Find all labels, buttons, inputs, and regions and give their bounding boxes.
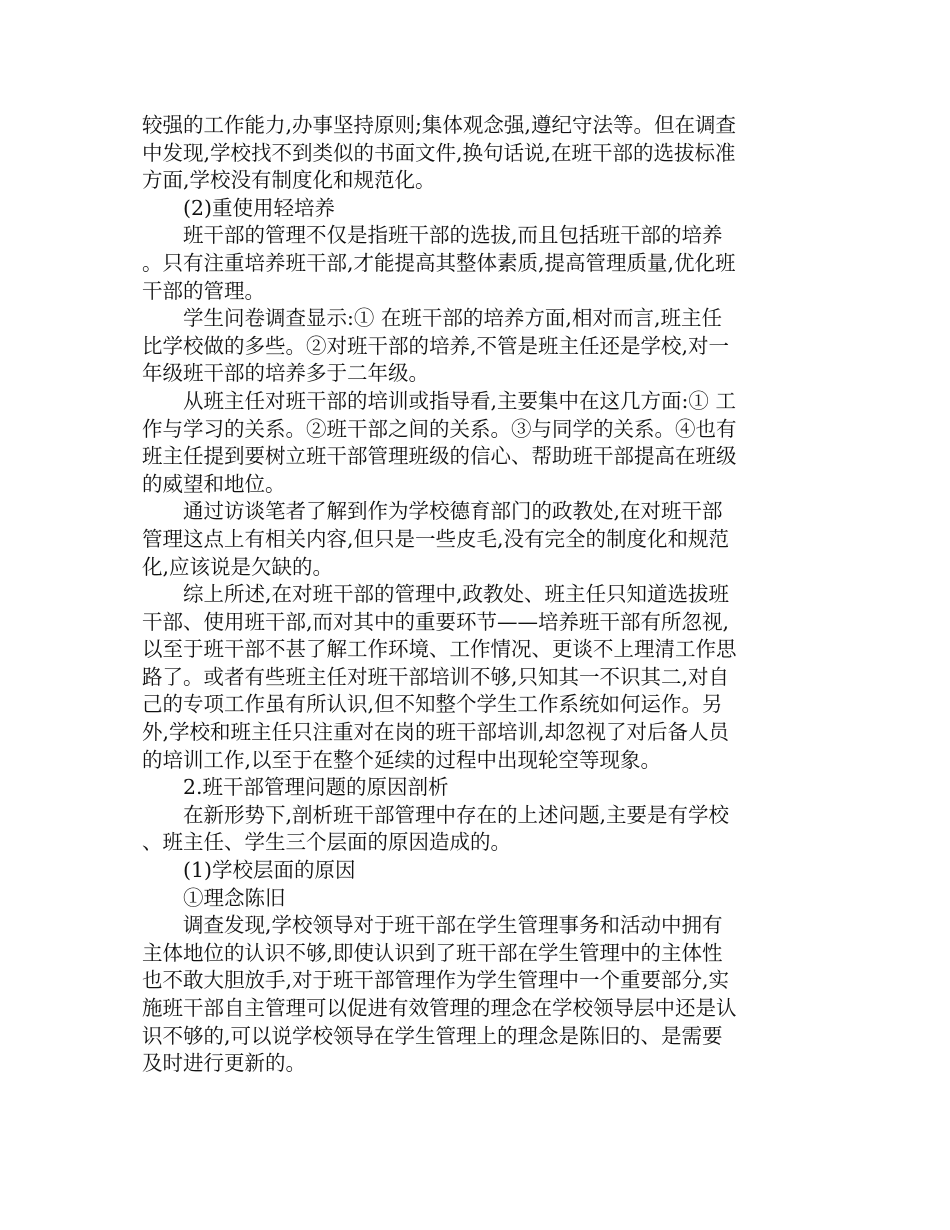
- paragraph-teacher-guidance: 从班主任对班干部的培训或指导看,主要集中在这几方面:① 工作与学习的关系。②班干部之间的关系。③与同学的关系。④也有班主任提到要树立班干部管理班级的信心、帮助班干部提高在班级的威望和地位。: [142, 388, 737, 496]
- paragraph-survey-results: 学生问卷调查显示:① 在班干部的培养方面,相对而言,班主任比学校做的多些。②对班干部的培养,不管是班主任还是学校,对一年级班干部的培养多于二年级。: [142, 306, 730, 386]
- heading-use-over-training: (2)重使用轻培养: [183, 195, 336, 220]
- paragraph-outdated-concepts: 调查发现,学校领导对于班干部在学生管理事务和活动中拥有主体地位的认识不够,即使认识到了班干部在学生管理中的主体性也不敢大胆放手,对于班干部管理作为学生管理中一个重要部分,实施班干部自主管理可以促进有效管理的理念在学校领导层中还是认识不够的,可以说学校领导在学生管理上的理念是陈旧的、是需要及时进行更新的。: [142, 913, 737, 1076]
- heading-cause-analysis: 2.班干部管理问题的原因剖析: [183, 775, 449, 800]
- document-body: [142, 112, 742, 1078]
- paragraph-cause-overview: 在新形势下,剖析班干部管理中存在的上述问题,主要是有学校、班主任、学生三个层面的原因造成的。: [142, 802, 730, 855]
- paragraph-selection-criteria-continued: 较强的工作能力,办事坚持原则;集体观念强,遵纪守法等。但在调查中发现,学校找不到类似的书面文件,换句话说,在班干部的选拔标准方面,学校没有制度化和规范化。: [142, 113, 736, 193]
- heading-outdated-concepts: ①理念陈旧: [183, 885, 286, 910]
- heading-school-level-causes: (1)学校层面的原因: [183, 858, 356, 883]
- paragraph-interview-findings: 通过访谈笔者了解到作为学校德育部门的政教处,在对班干部管理这点上有相关内容,但只是一些皮毛,没有完全的制度化和规范化,应该说是欠缺的。: [142, 499, 730, 579]
- paragraph-management-training: 班干部的管理不仅是指班干部的选拔,而且包括班干部的培养。只有注重培养班干部,才能提高其整体素质,提高管理质量,优化班干部的管理。: [142, 223, 736, 303]
- paragraph-summary: 综上所述,在对班干部的管理中,政教处、班主任只知道选拔班干部、使用班干部,而对其中的重要环节——培养班干部有所忽视,以至于班干部不甚了解工作环境、工作情况、更谈不上理清工作思路了。或者有些班主任对班干部培训不够,只知其一不识其二,对自己的专项工作虽有所认识,但不知整个学生工作系统如何运作。另外,学校和班主任只注重对在岗的班干部培训,却忽视了对后备人员的培训工作,以至于在整个延续的过程中出现轮空等现象。: [142, 582, 737, 772]
